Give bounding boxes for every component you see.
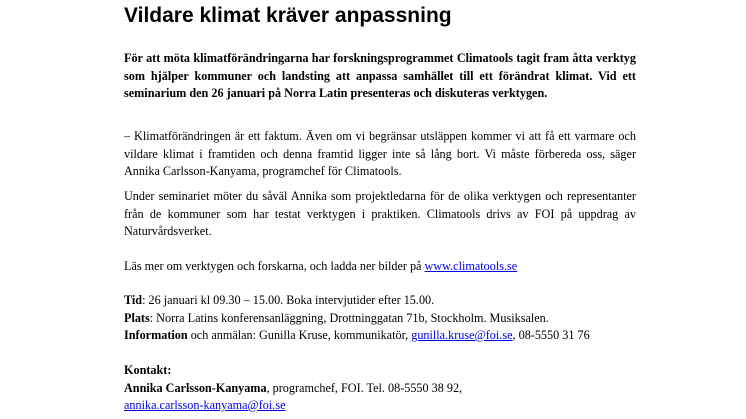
contact-email-link[interactable]: annika.carlsson-kanyama@foi.se: [124, 398, 286, 412]
event-details: [124, 292, 636, 345]
contact-heading: Kontakt:: [124, 363, 172, 377]
info-phone: , 08-5550 31 76: [512, 328, 590, 342]
contact-details: , programchef, FOI. Tel. 08-5550 38 92,: [266, 380, 463, 395]
contact-email-line: [124, 397, 636, 415]
read-more-text: Läs mer om verktygen och forskarna, och ladda ner bilder på: [124, 259, 425, 273]
climatools-link[interactable]: www.climatools.se: [424, 259, 518, 273]
read-more-paragraph: [124, 258, 636, 276]
time-text: : 26 januari kl 09.30 – 15.00. Boka intervjutider efter 15.00.: [142, 293, 435, 307]
time-label: Tid: [124, 293, 143, 307]
lead-paragraph: För att möta klimatförändringarna har forskningsprogrammet Climatools tagit fram åtta verktyg som hjälper kommuner och landsting att anpassa samhället till ett förändrat klimat. Vid ett seminarium den 26 januari på Norra Latin presenteras och diskuteras verktygen.: [124, 51, 636, 100]
info-label: Information: [124, 328, 188, 342]
seminar-paragraph: Under seminariet möter du såväl Annika som projektledarna för de olika verktygen och representanter från de kommuner som har testat verktygen i praktiken. Climatools drivs av FOI på uppdrag av Naturvårdsverket.: [124, 189, 636, 238]
info-text: och anmälan: Gunilla Kruse, kommunikatör,: [187, 328, 412, 342]
info-email-link[interactable]: gunilla.kruse@foi.se: [411, 328, 513, 342]
place-text: : Norra Latins konferensanläggning, Drottninggatan 71b, Stockholm. Musiksalen.: [149, 310, 549, 325]
time-line: [124, 292, 636, 310]
contact-block: [124, 362, 636, 415]
page-title: Vildare klimat kräver anpassning: [124, 4, 452, 27]
quote-paragraph: – Klimatförändringen är ett faktum. Även om vi begränsar utsläppen kommer vi att få ett varmare och vildare klimat i framtiden och denna framtid ligger inte så lång bort. Vi måste förbereda oss, säger Annika Carlsson-Kanyama, programchef för Climatools.: [124, 129, 636, 178]
place-label: Plats: [124, 310, 150, 325]
place-line: [124, 310, 636, 328]
info-line: [124, 327, 636, 345]
contact-name: Annika Carlsson-Kanyama: [124, 380, 267, 395]
contact-line: [124, 380, 636, 398]
